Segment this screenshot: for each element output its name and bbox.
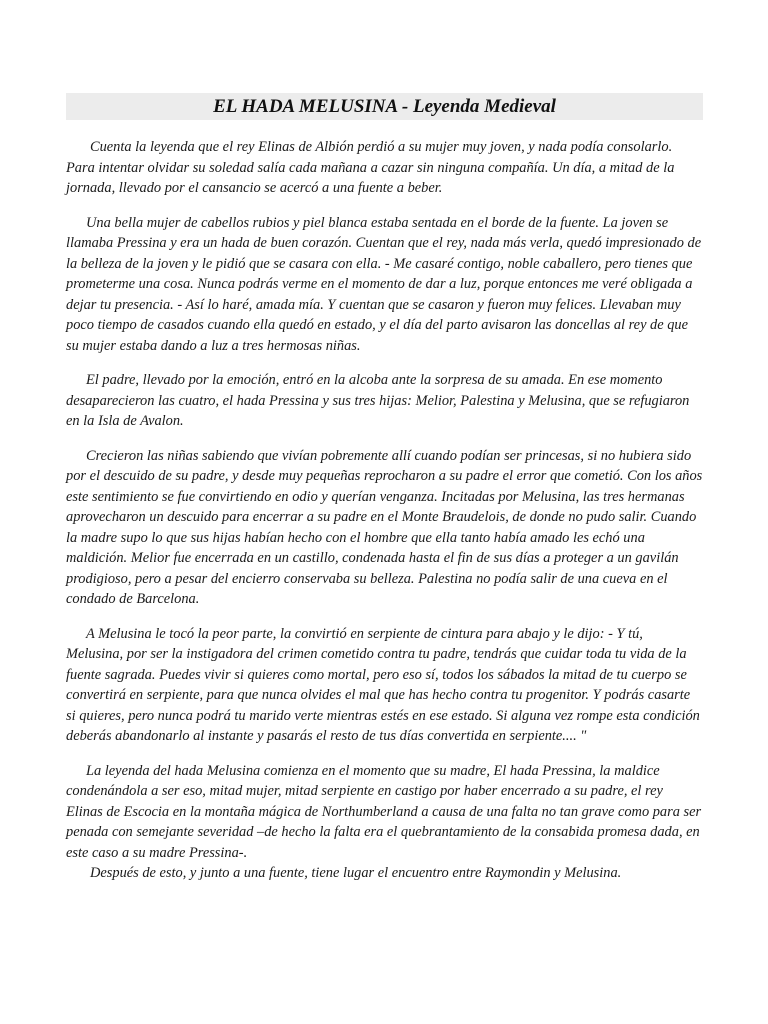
title-bar xyxy=(66,93,703,120)
paragraph-4: Crecieron las niñas sabiendo que vivían pobremente allí cuando podían ser princesas, si no hubiera sido por el descuido de su padre, y desde muy pequeñas reprocharon a su padre el error que cometió. Con los años este sentimiento se fue convirtiendo en odio y querían venganza. Incitadas por Melusina, las tres hermanas aprovecharon un descuido para encerrar a su padre en el Monte Braudelois, de donde no pudo salir. Cuando la madre supo lo que sus hijas habían hecho con el hombre que ella tanto había amado les echó una maldición. Melior fue encerrada en un castillo, condenada hasta el fin de sus días a proteger a un gavilán prodigioso, pero a pesar del encierro conservaba su belleza. Palestina no podía salir de una cueva en el condado de Barcelona. xyxy=(66,447,703,607)
document-page xyxy=(66,93,703,898)
paragraph-7: Después de esto, y junto a una fuente, tiene lugar el encuentro entre Raymondin y Melusina. xyxy=(90,865,622,881)
document-title: EL HADA MELUSINA - Leyenda Medieval xyxy=(213,96,556,117)
paragraph-6: La leyenda del hada Melusina comienza en el momento que su madre, El hada Pressina, la maldice condenándola a ser eso, mitad mujer, mitad serpiente en castigo por haber encerrado a su padre, el rey Elinas de Escocia en la montaña mágica de Northumberland a causa de una falta no tan grave como para ser penada con semejante severidad –de hecho la falta era el quebrantamiento de la consabida promesa dada, en este caso a su madre Pressina-. xyxy=(66,762,702,861)
paragraph-3: El padre, llevado por la emoción, entró en la alcoba ante la sorpresa de su amada. En ese momento desaparecieron las cuatro, el hada Pressina y sus tres hijas: Melior, Palestina y Melusina, que se refugiaron en la Isla de Avalon. xyxy=(66,372,690,429)
paragraph-5: A Melusina le tocó la peor parte, la convirtió en serpiente de cintura para abajo y le dijo: - Y tú, Melusina, por ser la instigadora del crimen cometido contra tu padre, tendrás que cuidar toda tu vida de la fuente sagrada. Puedes vivir si quieres como mortal, pero eso sí, todos los sábados la mitad de tu cuerpo se convertirá en serpiente, para que nunca olvides el mal que has hecho contra tu progenitor. Y podrás casarte si quieres, pero nunca podrá tu marido verte mientras estés en ese estado. Si alguna vez rompe esta condición deberás abandonarlo al instante y pasarás el resto de tus días convertida en serpiente.... " xyxy=(66,625,700,744)
paragraph-1: Cuenta la leyenda que el rey Elinas de Albión perdió a su mujer muy joven, y nada podía consolarlo. Para intentar olvidar su soledad salía cada mañana a cazar sin ninguna compañía. Un día, a mitad de la jornada, llevado por el cansancio se acercó a una fuente a beber. xyxy=(66,139,675,196)
paragraph-2: Una bella mujer de cabellos rubios y piel blanca estaba sentada en el borde de la fuente. La joven se llamaba Pressina y era un hada de buen corazón. Cuentan que el rey, nada más verla, quedó impresionado de la belleza de la joven y le pidió que se casara con ella. - Me casaré contigo, noble caballero, pero tienes que prometerme una cosa. Nunca podrás verme en el momento de dar a luz, porque entonces me veré obligada a dejar tu presencia. - Así lo haré, amada mía. Y cuentan que se casaron y fueron muy felices. Llevaban muy poco tiempo de casados cuando ella quedó en estado, y el día del parto avisaron las doncellas al rey de que su mujer estaba dando a luz a tres hermosas niñas. xyxy=(66,214,702,354)
document-body xyxy=(66,137,703,884)
